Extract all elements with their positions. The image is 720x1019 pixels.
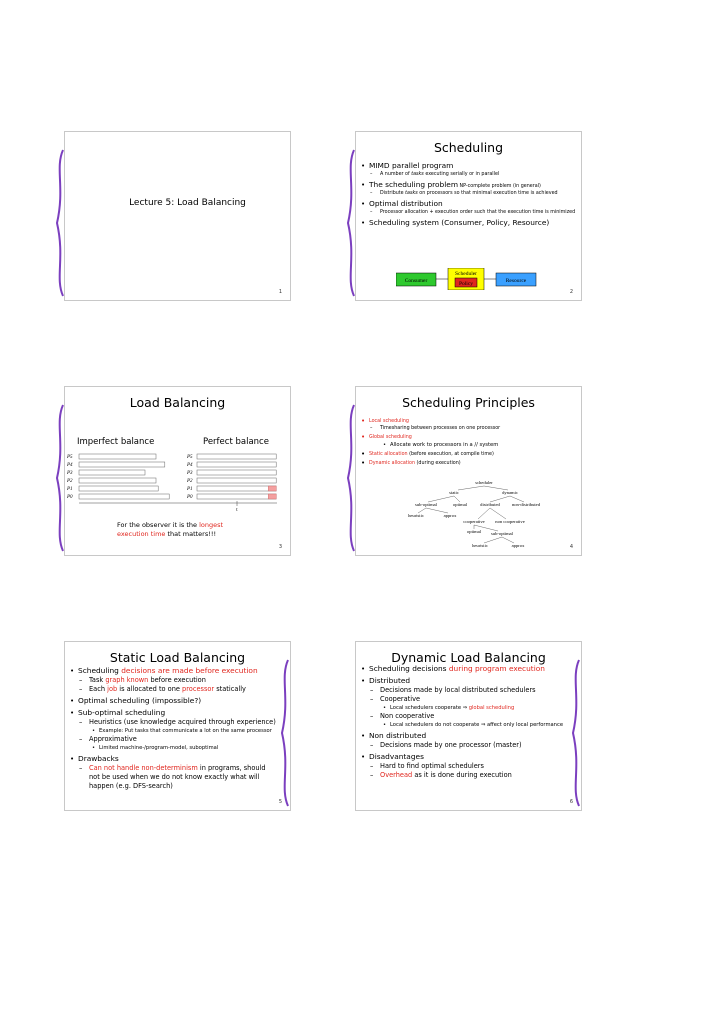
tree-root: scheduler <box>475 480 493 485</box>
bullet: • Dynamic allocation (during execution) <box>360 460 577 467</box>
sub-bullet: – Cooperative <box>360 695 577 704</box>
tree-dynamic: dynamic <box>502 490 518 495</box>
brace-icon <box>51 148 67 298</box>
tree-nondistributed: non-distributed <box>511 502 541 507</box>
sub-sub-bullet: • Example: Put tasks that communicate a lot on the same processor <box>69 727 286 735</box>
sub-bullet: – Processor allocation + execution order such that the execution time is minimized <box>360 209 577 216</box>
bullet: • Optimal scheduling (impossible?) <box>69 696 286 706</box>
sub-bullet: – Decisions made by one processor (master) <box>360 741 577 750</box>
scheduling-system-diagram <box>396 268 546 290</box>
imperfect-load-bar <box>79 486 158 491</box>
tree-cooperative: cooperative <box>463 519 485 524</box>
page-number: 2 <box>569 289 573 295</box>
scheduling-tree-diagram <box>388 479 578 549</box>
bullet: • Local scheduling <box>360 418 577 425</box>
perfect-load-bar <box>197 486 276 491</box>
time-label: t <box>236 508 238 511</box>
brace-icon <box>342 403 358 553</box>
sub-bullet: – Can not handle non-determinism in programs, should not be used when we do not know exactly what will happen (e.g. DFS-search) <box>69 764 286 791</box>
page-number: 1 <box>278 289 282 295</box>
sub-bullet: – Distribute tasks on processors so that minimal execution time is achieved <box>360 190 577 197</box>
slide-5 <box>64 641 291 811</box>
bullet: • Distributed <box>360 676 577 686</box>
observer-note: For the observer it is the longest execution time that matters!!! <box>117 521 224 538</box>
slide-1-title: Lecture 5: Load Balancing <box>129 198 246 208</box>
tree-heuristic: heuristic <box>408 513 424 518</box>
slide-4-title: Scheduling Principles <box>402 395 535 410</box>
bullet: • Scheduling system (Consumer, Policy, Resource) <box>360 218 577 228</box>
load-balance-chart <box>65 451 292 511</box>
imperfect-load-bar <box>79 494 169 499</box>
bullet: • The scheduling problem NP-complete problem (in general) <box>360 180 577 190</box>
page-number: 5 <box>278 799 282 805</box>
sub-sub-bullet: • Local schedulers do not cooperate ⇒ affect only local performance <box>360 721 577 729</box>
slide-6 <box>355 641 582 811</box>
imperfect-load-bar <box>79 478 156 483</box>
slide-2-bullets <box>360 159 577 228</box>
slide-2-title: Scheduling <box>433 140 504 155</box>
sub-sub-bullet: • Limited machine-/program-model, suboptimal <box>69 744 286 752</box>
imperfect-load-bar <box>79 462 165 467</box>
page-number: 4 <box>569 544 573 550</box>
bullet: • MIMD parallel program <box>360 161 577 171</box>
tree-noncooperative: non cooperative <box>495 519 525 524</box>
bullet: • Scheduling decisions are made before execution <box>69 666 286 676</box>
tree-distributed: distributed <box>480 502 500 507</box>
proc-label: P0 <box>187 495 193 500</box>
slide-6-bullets <box>360 662 577 780</box>
sub-bullet: – Overhead as it is done during execution <box>360 771 577 780</box>
resource-label: Resource <box>505 278 527 284</box>
consumer-label: Consumer <box>404 278 428 284</box>
sub-bullet: – Hard to find optimal schedulers <box>360 762 577 771</box>
slide-4-bullets <box>360 416 577 467</box>
tree-static: static <box>449 490 459 495</box>
perfect-load-bar <box>197 462 276 467</box>
proc-label: P4 <box>67 463 73 468</box>
perfect-load-bar <box>197 470 276 475</box>
bullet: • Global scheduling <box>360 434 577 441</box>
proc-label: P1 <box>187 487 193 492</box>
scheduler-label: Scheduler <box>455 271 477 277</box>
proc-label: P3 <box>67 471 73 476</box>
sub-bullet: – Each job is allocated to one processor statically <box>69 685 286 694</box>
perfect-load-bar <box>197 494 276 499</box>
perfect-balance-label: Perfect balance <box>203 437 269 447</box>
sub-bullet: – Non cooperative <box>360 712 577 721</box>
sub-bullet: – Task graph known before execution <box>69 676 286 685</box>
proc-label: P5 <box>67 455 73 460</box>
perfect-load-bar <box>197 478 276 483</box>
slide-6-title: Dynamic Load Balancing <box>391 650 546 665</box>
tree-suboptimal: sub-optimal <box>415 502 437 507</box>
sub-bullet: – Decisions made by local distributed schedulers <box>360 686 577 695</box>
sub-bullet: – Approximative <box>69 735 286 744</box>
imperfect-load-bar <box>79 470 145 475</box>
sub-bullet: – Timesharing between processes on one processor <box>360 425 577 432</box>
bullet: • Sub-optimal scheduling <box>69 708 286 718</box>
moved-load-segment <box>268 486 276 491</box>
tree-optimal: optimal <box>452 502 468 507</box>
proc-label: P3 <box>187 471 193 476</box>
slide-2 <box>355 131 582 301</box>
page-number: 3 <box>278 544 282 550</box>
slide-5-title: Static Load Balancing <box>109 650 246 665</box>
moved-load-segment <box>268 494 276 499</box>
proc-label: P1 <box>67 487 73 492</box>
bullet: • Disadvantages <box>360 752 577 762</box>
bullet: • Non distributed <box>360 731 577 741</box>
tree-approx2: approx <box>511 543 525 548</box>
tree-heuristic2: heuristic <box>472 543 488 548</box>
bullet: • Static allocation (before execution, at compile time) <box>360 451 577 458</box>
proc-label: P2 <box>187 479 193 484</box>
tree-approx: approx <box>443 513 457 518</box>
bullet: • Scheduling decisions during program execution <box>360 664 577 674</box>
sub-bullet: – A number of tasks executing serially or in parallel <box>360 171 577 178</box>
brace-icon <box>342 148 358 298</box>
sub-sub-bullet: • Local schedulers cooperate ⇒ global scheduling <box>360 704 577 712</box>
proc-label: P5 <box>187 455 193 460</box>
bullet: • Drawbacks <box>69 754 286 764</box>
imperfect-balance-label: Imperfect balance <box>77 437 155 447</box>
tree-suboptimal2: sub-optimal <box>491 531 513 536</box>
slide-1 <box>64 131 291 301</box>
bullet: • Optimal distribution <box>360 199 577 209</box>
policy-label: Policy <box>458 281 474 287</box>
page-number: 6 <box>569 799 573 805</box>
slide-4 <box>355 386 582 556</box>
sub-bullet: – Heuristics (use knowledge acquired through experience) <box>69 718 286 727</box>
imperfect-load-bar <box>79 454 156 459</box>
perfect-load-bar <box>197 454 276 459</box>
proc-label: P4 <box>187 463 193 468</box>
slide-5-bullets <box>69 664 286 791</box>
proc-label: P2 <box>67 479 73 484</box>
slide-3 <box>64 386 291 556</box>
proc-label: P0 <box>67 495 73 500</box>
tree-optimal2: optimal <box>466 529 482 534</box>
sub-bullet: • Allocate work to processors in a // system <box>360 441 577 449</box>
slide-3-title: Load Balancing <box>129 395 226 410</box>
